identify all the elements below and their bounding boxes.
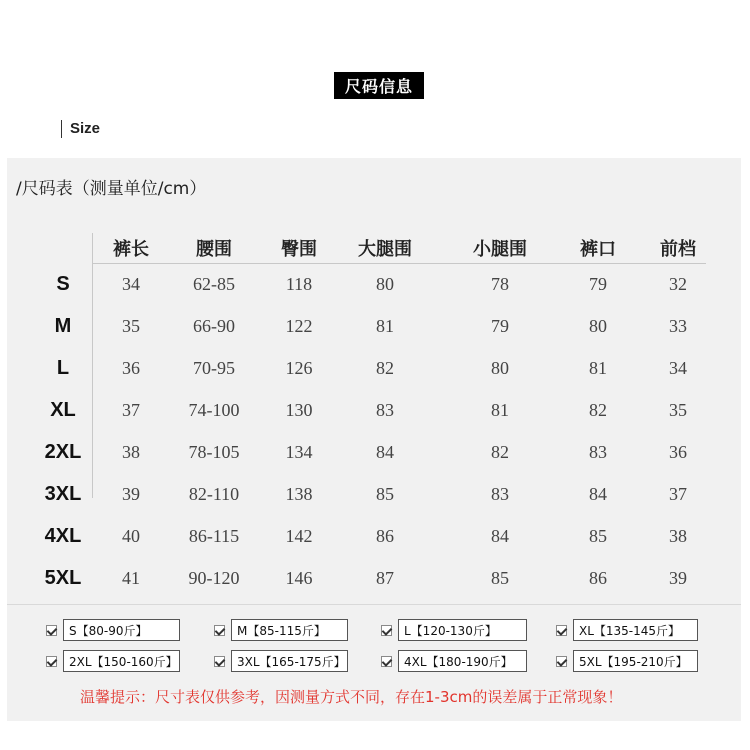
- weight-option[interactable]: [46, 619, 180, 641]
- weight-option[interactable]: [556, 619, 698, 641]
- size-label: 4XL: [44, 525, 82, 547]
- table-cell: 79: [589, 274, 607, 294]
- weight-option-label: 4XL【180-190斤】: [398, 650, 527, 672]
- table-cell: 146: [285, 568, 313, 588]
- weight-option-label: 3XL【165-175斤】: [231, 650, 348, 672]
- section-divider: [61, 120, 62, 138]
- checkbox-icon[interactable]: [46, 625, 57, 636]
- table-cell: 130: [285, 400, 313, 420]
- size-column-divider: [92, 233, 93, 498]
- size-label: 5XL: [44, 567, 82, 589]
- checkbox-icon[interactable]: [214, 656, 225, 667]
- table-cell: 82: [491, 442, 509, 462]
- checkbox-icon[interactable]: [381, 656, 392, 667]
- table-cell: 66-90: [193, 316, 235, 336]
- table-cell: 38: [122, 442, 140, 462]
- table-cell: 35: [122, 316, 140, 336]
- table-cell: 33: [669, 316, 687, 336]
- column-header: 大腿围: [358, 239, 412, 260]
- weight-option[interactable]: [556, 650, 698, 672]
- table-cell: 122: [285, 316, 313, 336]
- weight-option-label: M【85-115斤】: [231, 619, 348, 641]
- table-cell: 35: [669, 400, 687, 420]
- weight-option-label: 2XL【150-160斤】: [63, 650, 180, 672]
- table-cell: 85: [376, 484, 394, 504]
- size-info-badge: 尺码信息: [334, 72, 424, 99]
- weight-option[interactable]: [381, 650, 527, 672]
- table-cell: 83: [589, 442, 607, 462]
- checkbox-icon[interactable]: [556, 625, 567, 636]
- weight-option-label: XL【135-145斤】: [573, 619, 698, 641]
- table-cell: 82: [589, 400, 607, 420]
- column-header: 小腿围: [473, 239, 527, 260]
- table-cell: 79: [491, 316, 509, 336]
- table-cell: 81: [376, 316, 394, 336]
- table-cell: 84: [376, 442, 394, 462]
- checkbox-icon[interactable]: [556, 656, 567, 667]
- table-cell: 87: [376, 568, 394, 588]
- table-cell: 36: [669, 442, 687, 462]
- table-cell: 37: [122, 400, 140, 420]
- checkbox-icon[interactable]: [46, 656, 57, 667]
- column-header: 裤口: [580, 239, 616, 260]
- table-cell: 78: [491, 274, 509, 294]
- table-cell: 86: [589, 568, 607, 588]
- weight-option-label: 5XL【195-210斤】: [573, 650, 698, 672]
- column-header: 裤长: [113, 239, 149, 260]
- table-cell: 80: [376, 274, 394, 294]
- table-cell: 81: [491, 400, 509, 420]
- size-label: XL: [50, 399, 76, 421]
- weight-option[interactable]: [46, 650, 180, 672]
- checkbox-icon[interactable]: [214, 625, 225, 636]
- table-cell: 34: [669, 358, 687, 378]
- table-cell: 36: [122, 358, 140, 378]
- table-cell: 84: [491, 526, 509, 546]
- table-cell: 39: [122, 484, 140, 504]
- table-cell: 40: [122, 526, 140, 546]
- size-label: S: [56, 273, 70, 295]
- column-header: 臀围: [281, 239, 317, 260]
- table-cell: 86: [376, 526, 394, 546]
- table-cell: 134: [285, 442, 313, 462]
- size-label: L: [56, 357, 70, 379]
- column-header: 前档: [660, 239, 696, 260]
- table-cell: 78-105: [188, 442, 240, 462]
- table-cell: 80: [491, 358, 509, 378]
- table-cell: 34: [122, 274, 140, 294]
- weight-option[interactable]: [381, 619, 527, 641]
- table-cell: 142: [285, 526, 313, 546]
- measurement-notice: 温馨提示：尺寸表仅供参考，因测量方式不同，存在1-3cm的误差属于正常现象！: [80, 688, 623, 706]
- table-cell: 39: [669, 568, 687, 588]
- table-cell: 38: [669, 526, 687, 546]
- table-cell: 118: [285, 274, 313, 294]
- table-cell: 86-115: [188, 526, 240, 546]
- column-header: 腰围: [196, 239, 232, 260]
- table-cell: 81: [589, 358, 607, 378]
- table-cell: 83: [376, 400, 394, 420]
- weight-option[interactable]: [214, 650, 348, 672]
- table-cell: 62-85: [193, 274, 235, 294]
- table-cell: 82: [376, 358, 394, 378]
- table-cell: 37: [669, 484, 687, 504]
- size-label: 2XL: [44, 441, 82, 463]
- section-title: Size: [70, 120, 101, 137]
- size-label: 3XL: [44, 483, 82, 505]
- weight-option[interactable]: [214, 619, 348, 641]
- table-cell: 83: [491, 484, 509, 504]
- weight-option-label: L【120-130斤】: [398, 619, 527, 641]
- table-cell: 80: [589, 316, 607, 336]
- table-cell: 85: [491, 568, 509, 588]
- table-cell: 126: [285, 358, 313, 378]
- size-label: M: [54, 315, 72, 337]
- table-cell: 70-95: [193, 358, 235, 378]
- table-cell: 138: [285, 484, 313, 504]
- weight-option-label: S【80-90斤】: [63, 619, 180, 641]
- table-cell: 84: [589, 484, 607, 504]
- table-cell: 90-120: [188, 568, 240, 588]
- header-divider: [92, 263, 706, 264]
- table-cell: 82-110: [188, 484, 240, 504]
- size-table-panel: [7, 158, 741, 604]
- size-table-title: /尺码表（测量单位/cm）: [16, 179, 207, 199]
- checkbox-icon[interactable]: [381, 625, 392, 636]
- table-cell: 32: [669, 274, 687, 294]
- table-cell: 41: [122, 568, 140, 588]
- table-cell: 85: [589, 526, 607, 546]
- table-cell: 74-100: [188, 400, 240, 420]
